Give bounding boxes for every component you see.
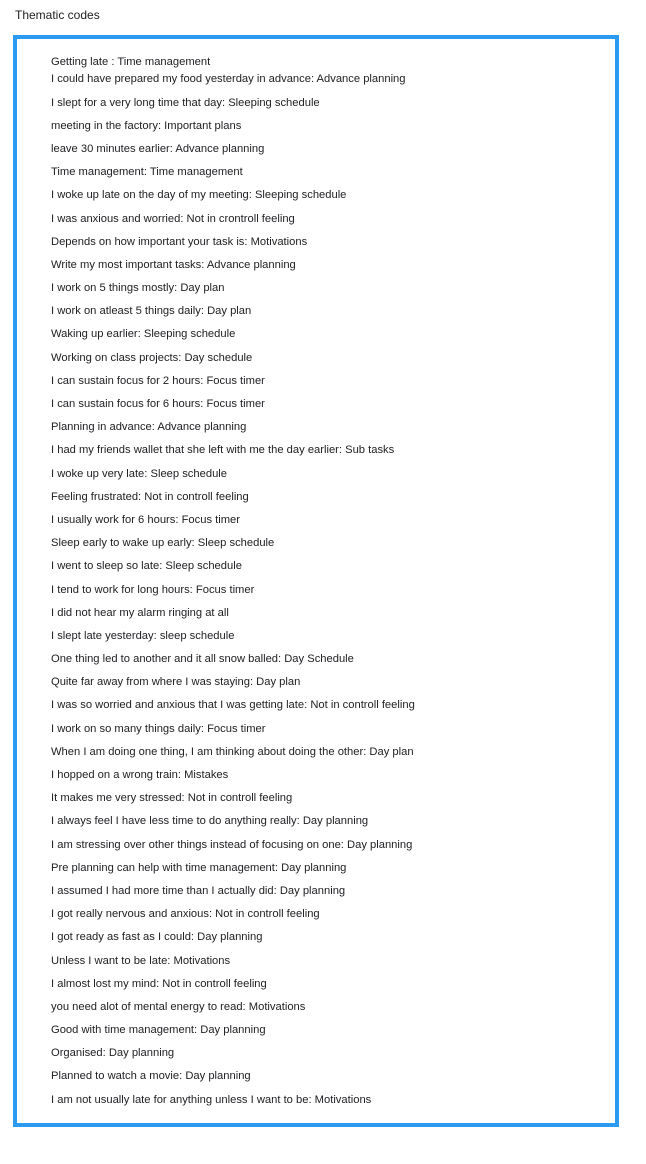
list-item: I did not hear my alarm ringing at all (51, 606, 229, 619)
list-item: Write my most important tasks: Advance planning (51, 258, 296, 271)
list-item: I always feel I have less time to do anything really: Day planning (51, 815, 369, 828)
list-item: I am not usually late for anything unless I want to be: Motivations (51, 1093, 372, 1106)
list-item: I work on so many things daily: Focus timer (51, 722, 266, 735)
list-item: Depends on how important your task is: Motivations (51, 235, 308, 248)
list-item: When I am doing one thing, I am thinking about doing the other: Day plan (51, 745, 414, 758)
list-item: Planned to watch a movie: Day planning (51, 1070, 251, 1083)
list-item: I hopped on a wrong train: Mistakes (51, 769, 229, 782)
list-item: I was anxious and worried: Not in crontroll feeling (51, 212, 295, 225)
list-item: Feeling frustrated: Not in controll feeling (51, 490, 249, 503)
list-item: I could have prepared my food yesterday in advance: Advance planning (51, 73, 406, 86)
list-item: I tend to work for long hours: Focus timer (51, 583, 255, 596)
list-item: Pre planning can help with time management: Day planning (51, 861, 347, 874)
list-item: It makes me very stressed: Not in controll feeling (51, 792, 293, 805)
list-item: Time management: Time management (51, 166, 243, 179)
list-item: I got really nervous and anxious: Not in controll feeling (51, 908, 320, 921)
list-item: I got ready as fast as I could: Day planning (51, 931, 263, 944)
list-item: Sleep early to wake up early: Sleep schedule (51, 537, 275, 550)
page-title: Thematic codes (15, 8, 100, 22)
list-item: I went to sleep so late: Sleep schedule (51, 560, 242, 573)
list-item: I had my friends wallet that she left with me the day earlier: Sub tasks (51, 444, 395, 457)
list-item: Waking up earlier: Sleeping schedule (51, 328, 236, 341)
list-item: I am stressing over other things instead of focusing on one: Day planning (51, 838, 413, 851)
thematic-codes-list (51, 55, 415, 1116)
list-item: I woke up very late: Sleep schedule (51, 467, 227, 480)
list-item: I work on atleast 5 things daily: Day plan (51, 305, 252, 318)
list-item: you need alot of mental energy to read: Motivations (51, 1000, 306, 1013)
list-item: I can sustain focus for 6 hours: Focus timer (51, 398, 265, 411)
list-item: leave 30 minutes earlier: Advance planning (51, 142, 265, 155)
list-item: Getting late : Time management (51, 56, 211, 68)
list-item: I woke up late on the day of my meeting: Sleeping schedule (51, 189, 347, 202)
list-item: I slept for a very long time that day: Sleeping schedule (51, 96, 320, 109)
list-item: Working on class projects: Day schedule (51, 351, 253, 364)
list-item: I usually work for 6 hours: Focus timer (51, 513, 241, 526)
list-item: meeting in the factory: Important plans (51, 119, 242, 132)
list-item: Quite far away from where I was staying: Day plan (51, 676, 301, 689)
list-item: Organised: Day planning (51, 1047, 175, 1060)
list-item: I was so worried and anxious that I was getting late: Not in controll feeling (51, 699, 415, 712)
list-item: I almost lost my mind: Not in controll feeling (51, 977, 267, 990)
thematic-codes-box (13, 35, 619, 1127)
list-item: I assumed I had more time than I actually did: Day planning (51, 884, 346, 897)
list-item: One thing led to another and it all snow balled: Day Schedule (51, 653, 354, 666)
list-item: Unless I want to be late: Motivations (51, 954, 231, 967)
list-item: I work on 5 things mostly: Day plan (51, 282, 225, 295)
list-item: Good with time management: Day planning (51, 1024, 266, 1037)
list-item: I can sustain focus for 2 hours: Focus timer (51, 374, 265, 387)
list-item: Planning in advance: Advance planning (51, 421, 247, 434)
list-item: I slept late yesterday: sleep schedule (51, 629, 235, 642)
